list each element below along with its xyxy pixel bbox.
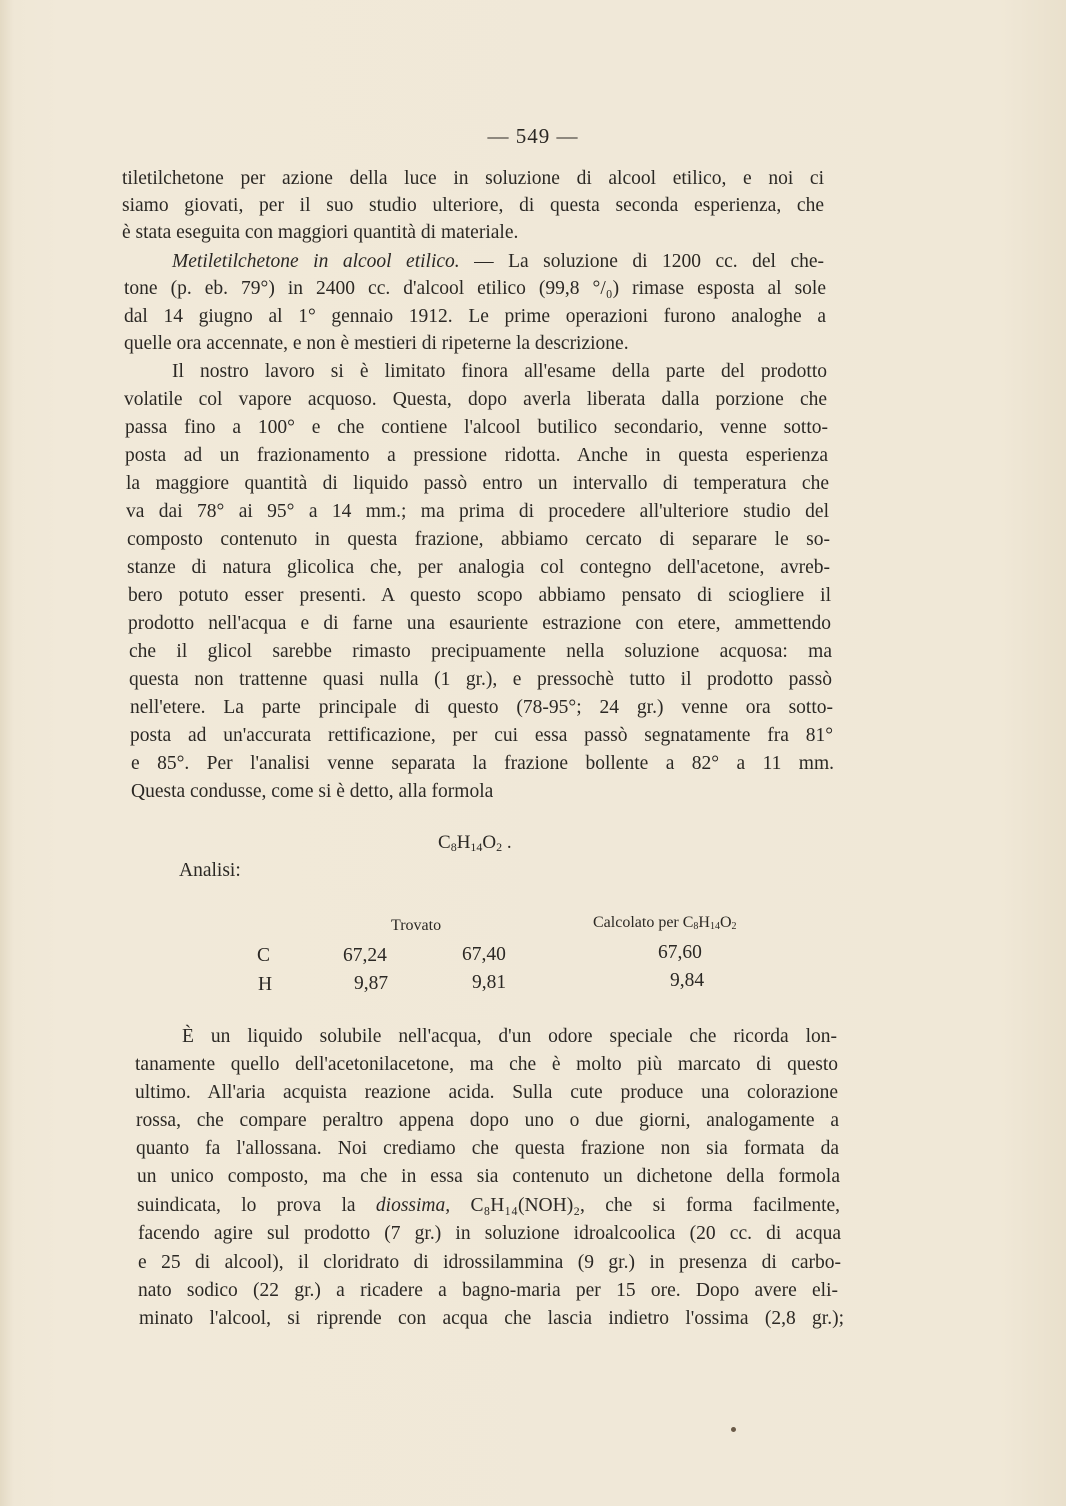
text-line: questa non trattenne quasi nulla (1 gr.), e pressochè tutto il prodotto passò [129,669,832,690]
page-number: — 549 — [487,124,579,148]
text-line: che il glicol sarebbe rimasto precipuamente nella soluzione acquosa: ma [129,641,832,662]
analysis-label: Analisi: [179,860,241,881]
text-line: tiletilchetone per azione della luce in soluzione di alcool etilico, e noi ci [122,168,824,189]
text-line [137,1193,840,1219]
table-cell-element: H [258,974,273,995]
text-line: prodotto nell'acqua e di farne una esauriente estrazione con etere, ammettendo [128,613,831,634]
section-heading: Metiletilchetone in alcool etilico. [172,251,460,272]
ink-speck [731,1427,736,1432]
text-line: siamo giovati, per il suo studio ulteriore, di questa seconda esperienza, che [122,195,824,216]
text-line: è stata eseguita con maggiori quantità di materiale. [122,222,519,243]
text-run: — La soluzione di 1200 cc. del che- [474,251,824,272]
formula-subscript: 14 [470,840,483,854]
header-text: H [698,914,710,931]
text-line: Questa condusse, come si è detto, alla formola [131,781,494,802]
text-run: suindicata, lo prova la [137,1195,356,1216]
text-line: nato sodico (22 gr.) a ricadere a bagno-maria per 15 ore. Dopo avere eli- [138,1280,838,1301]
text-line: quanto fa l'allossana. Noi crediamo che questa frazione non sia formata da [136,1138,839,1159]
text-line: Il nostro lavoro si è limitato finora all'esame della parte del prodotto [172,361,827,382]
table-cell-found: 67,24 [343,945,387,966]
header-subscript: 2 [731,921,737,932]
text-line: volatile col vapore acquoso. Questa, dopo averla liberata dalla porzione che [124,389,827,410]
text-line: rossa, che compare peraltro appena dopo uno o due giorni, analogamente a [136,1110,839,1131]
table-cell-calculated: 9,84 [670,970,705,991]
text-line: e 25 di alcool), il cloridrato di idrossilammina (9 gr.) in presenza di carbo- [138,1252,841,1273]
table-cell-element: C [257,945,271,966]
text-line: posta ad un'accurata rettificazione, per cui essa passò segnatamente fra 81° [130,725,833,746]
text-line: composto contenuto in questa frazione, abbiamo cercato di separare le so- [127,529,830,550]
table-cell-found: 9,81 [472,972,507,993]
text-run: C₈H₁₄(NOH)₂, che si forma facilmente, [470,1195,841,1216]
text-line: stanze di natura glicolica che, per analogia col contegno dell'acetone, avreb- [127,557,830,578]
text-line: ultimo. All'aria acquista reazione acida. Sulla cute produce una colorazione [135,1082,838,1103]
text-line: minato l'alcool, si riprende con acqua che lascia indietro l'ossima (2,8 gr.); [139,1308,844,1329]
text-line: tone (p. eb. 79°) in 2400 cc. d'alcool etilico (99,8 °/₀) rimase esposta al sole [124,278,826,299]
formula-part: H [456,832,471,853]
text-line: facendo agire sul prodotto (7 gr.) in soluzione idroalcoolica (20 cc. di acqua [138,1223,841,1244]
table-cell-found: 9,87 [354,973,389,994]
text-line: quelle ora accennate, e non è mestieri di ripeterne la descrizione. [124,333,629,354]
table-cell-found: 67,40 [462,944,506,965]
text-line: tanamente quello dell'acetonilacetone, ma che è molto più marcato di questo [135,1054,838,1075]
text-line: un unico composto, ma che in essa sia contenuto un dichetone della formola [137,1166,840,1187]
text-line: e 85°. Per l'analisi venne separata la frazione bollente a 82° a 11 mm. [131,753,834,774]
text-line: È un liquido solubile nell'acqua, d'un odore speciale che ricorda lon- [182,1026,837,1047]
header-text: Calcolato per C [593,914,694,931]
text-line: bero potuto esser presenti. A questo scopo abbiamo pensato di sciogliere il [128,585,831,606]
header-subscript: 14 [709,921,720,932]
text-line: passa fino a 100° e che contiene l'alcool butilico secondario, venne sotto- [125,417,828,438]
formula-part: . [502,832,512,853]
chemical-formula [438,832,512,855]
header-subscript: 8 [693,921,699,932]
found-header: Trovato [391,917,442,934]
table-cell-calculated: 67,60 [658,942,702,963]
formula-subscript: 2 [496,840,503,854]
calculated-header [593,914,737,932]
text-line [172,249,824,275]
header-text: O [719,914,732,931]
formula-subscript: 8 [450,840,457,854]
text-line: nell'etere. La parte principale di questo (78-95°; 24 gr.) venne ora sotto- [130,697,833,718]
formula-part: O [482,832,497,853]
text-line: va dai 78° ai 95° a 14 mm.; ma prima di procedere all'ulteriore studio del [126,501,829,522]
text-line: dal 14 giugno al 1° gennaio 1912. Le prime operazioni furono analoghe a [124,306,826,327]
formula-part: C [438,832,451,853]
italic-term: diossima, [375,1195,451,1216]
text-line: la maggiore quantità di liquido passò entro un intervallo di temperatura che [126,473,829,494]
text-line: posta ad un frazionamento a pressione ridotta. Anche in questa esperienza [125,445,828,466]
